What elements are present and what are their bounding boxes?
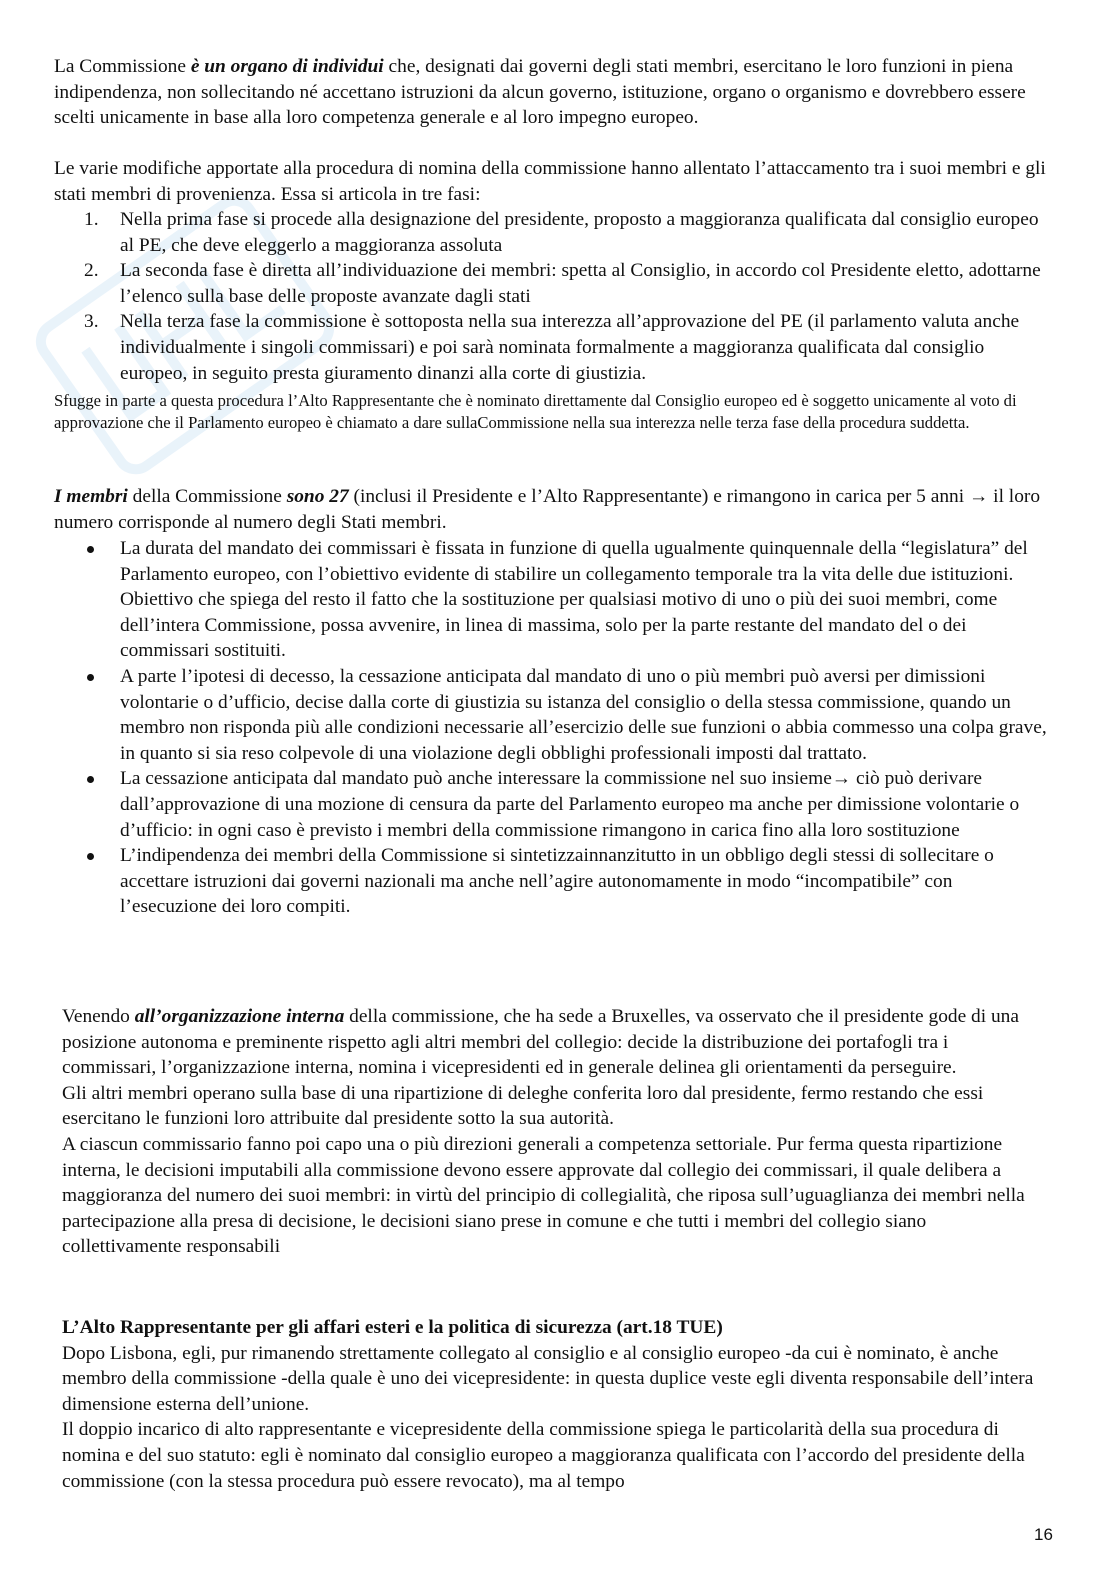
bullet-icon <box>87 674 94 681</box>
phases-list <box>54 207 1054 386</box>
section-heading: L’Alto Rappresentante per gli affari esteri e la politica di sicurezza (art.18 TUE) <box>62 1317 723 1338</box>
paragraph-high-representative-note: Sfugge in parte a questa procedura l’Alto Rappresentante che è nominato direttamente dal Consiglio europeo ed è soggetto unicamente al voto di approvazione che il Parlamento europeo è chiamato a dare sullaCommissione nella sua interezza nelle terza fase della procedura suddetta. <box>54 391 1017 432</box>
bullet-icon <box>87 776 94 783</box>
paragraph-commission-definition: La Commissione è un organo di individui che, designati dai governi degli stati membri, esercitano le loro funzioni in piena indipendenza, non sollecitando né accettano istruzioni da alcun governo, istituzione, organo o organismo e dovrebbero essere scelti unicamente in base alla loro competenza generale e al loro impegno europeo. <box>54 56 1026 129</box>
list-item-early-termination: A parte l’ipotesi di decesso, la cessazione anticipata dal mandato di uno o più membri può aversi per dimissioni volontarie o d’ufficio, decise dalla corte di giustizia su istanza del consiglio o della stessa commissione, quando un membro non risponda più alle condizioni necessarie all’esercizio delle sue funzioni o abbia commesso una colpa grave, in quanto si sia reso colpevole di una violazione degli obblighi professionali imposti dal trattato. <box>54 664 1054 766</box>
list-item-collective-termination: La cessazione anticipata dal mandato può anche interessare la commissione nel suo insieme→ ciò può derivare dall’approvazione di una mozione di censura da parte del Parlamento europeo ma anche per dimissione volontarie o d’ufficio: in ogni caso è previsto i membri della commissione rimangono in carica fino alla loro sostituzione <box>54 766 1054 843</box>
paragraph-members: I membri della Commissione sono 27 (inclusi il Presidente e l’Alto Rappresentante) e rimangono in carica per 5 anni → il loro numero corrisponde al numero degli Stati membri. <box>54 486 1041 533</box>
bullet-icon <box>87 546 94 553</box>
list-item-independence: L’indipendenza dei membri della Commissione si sintetizzainnanzitutto in un obbligo degli stessi di sollecitare o accettare istruzioni dai governi nazionali ma anche nell’agire autonomamente in modo “incompatibile” con l’esecuzione dei loro compiti. <box>54 843 1054 920</box>
list-item-mandate-duration: La durata del mandato dei commissari è fissata in funzione di quella ugualmente quinquennale della “legislatura” del Parlamento europeo, con l’obiettivo evidente di stabilire un collegamento temporale tra la vita delle due istituzioni. Obiettivo che spiega del resto il fatto che la sostituzione per qualsiasi motivo di uno o più dei suoi membri, come dell’intera Commissione, possa avvenire, in linea di massima, solo per la parte restante del mandato del o dei commissari sostituiti. <box>54 536 1054 664</box>
paragraph-internal-organization: Venendo all’organizzazione interna della commissione, che ha sede a Bruxelles, va osservato che il presidente gode di una posizione autonoma e preminente rispetto agli altri membri del collegio: decide la distribuzione dei portafogli tra i commissari, l’organizzazione interna, nomina i vicepresidenti ed in generale delinea gli orientamenti da perseguire. Gli altri membri operano sulla base di una ripartizione di deleghe conferita loro dal presidente, fermo restando che essi esercitano le funzioni loro attribuite dal presidente sotto la sua autorità. A ciascun commissario fanno poi capo una o più direzioni generali a competenza settoriale. Pur ferma questa ripartizione interna, le decisioni imputabili alla commissione devono essere approvate dal collegio dei commissari, il quale delibera a maggioranza del numero dei suoi membri: in virtù del principio di collegialità, che riposa sull’uguaglianza dei membri nella partecipazione alla presa di decisione, le decisioni siano prese in comune e che tutti i membri del collegio siano collettivamente responsabili <box>62 1006 1025 1258</box>
bullet-icon <box>87 853 94 860</box>
list-item-phase-3: 3. Nella terza fase la commissione è sottoposta nella sua interezza all’approvazione del PE (il parlamento valuta anche individualmente i singoli commissari) e poi sarà nominata formalmente a maggioranza qualificata dal consiglio europeo, in seguito presta giuramento dinanzi alla corte di giustizia. <box>84 311 1020 384</box>
section-high-representative: L’Alto Rappresentante per gli affari esteri e la politica di sicurezza (art.18 TUE) Dopo Lisbona, egli, pur rimanendo strettamente collegato al consiglio e al consiglio europeo -da cui è nominato, è anche membro della commissione -della quale è uno dei vicepresidente: in questa duplice veste egli diventa responsabile dell’intera dimensione esterna dell’unione. Il doppio incarico di alto rappresentante e vicepresidente della commissione spiega le particolarità della sua procedura di nomina e del suo statuto: egli è nominato dal consiglio europeo a maggioranza qualificata con l’accordo del presidente della commissione (con la stessa procedura può essere revocato), ma al tempo <box>62 1315 1042 1494</box>
paragraph-nomination-procedure: Le varie modifiche apportate alla procedura di nomina della commissione hanno allentato l’attaccamento tra i suoi membri e gli stati membri di provenienza. Essa si articola in tre fasi: <box>54 158 1046 205</box>
page-number: 16 <box>1034 1525 1053 1544</box>
list-item-phase-1: 1. Nella prima fase si procede alla designazione del presidente, proposto a maggioranza qualificata dal consiglio europeo al PE, che deve eleggerlo a maggioranza assoluta <box>84 209 1039 256</box>
members-bullet-list <box>54 536 1054 920</box>
emphasis-organo-individui: è un organo di individui <box>190 56 384 77</box>
list-item-phase-2: 2. La seconda fase è diretta all’individuazione dei membri: spetta al Consiglio, in accordo col Presidente eletto, adottarne l’elenco sulla base delle proposte avanzate dagli stati <box>84 260 1041 307</box>
